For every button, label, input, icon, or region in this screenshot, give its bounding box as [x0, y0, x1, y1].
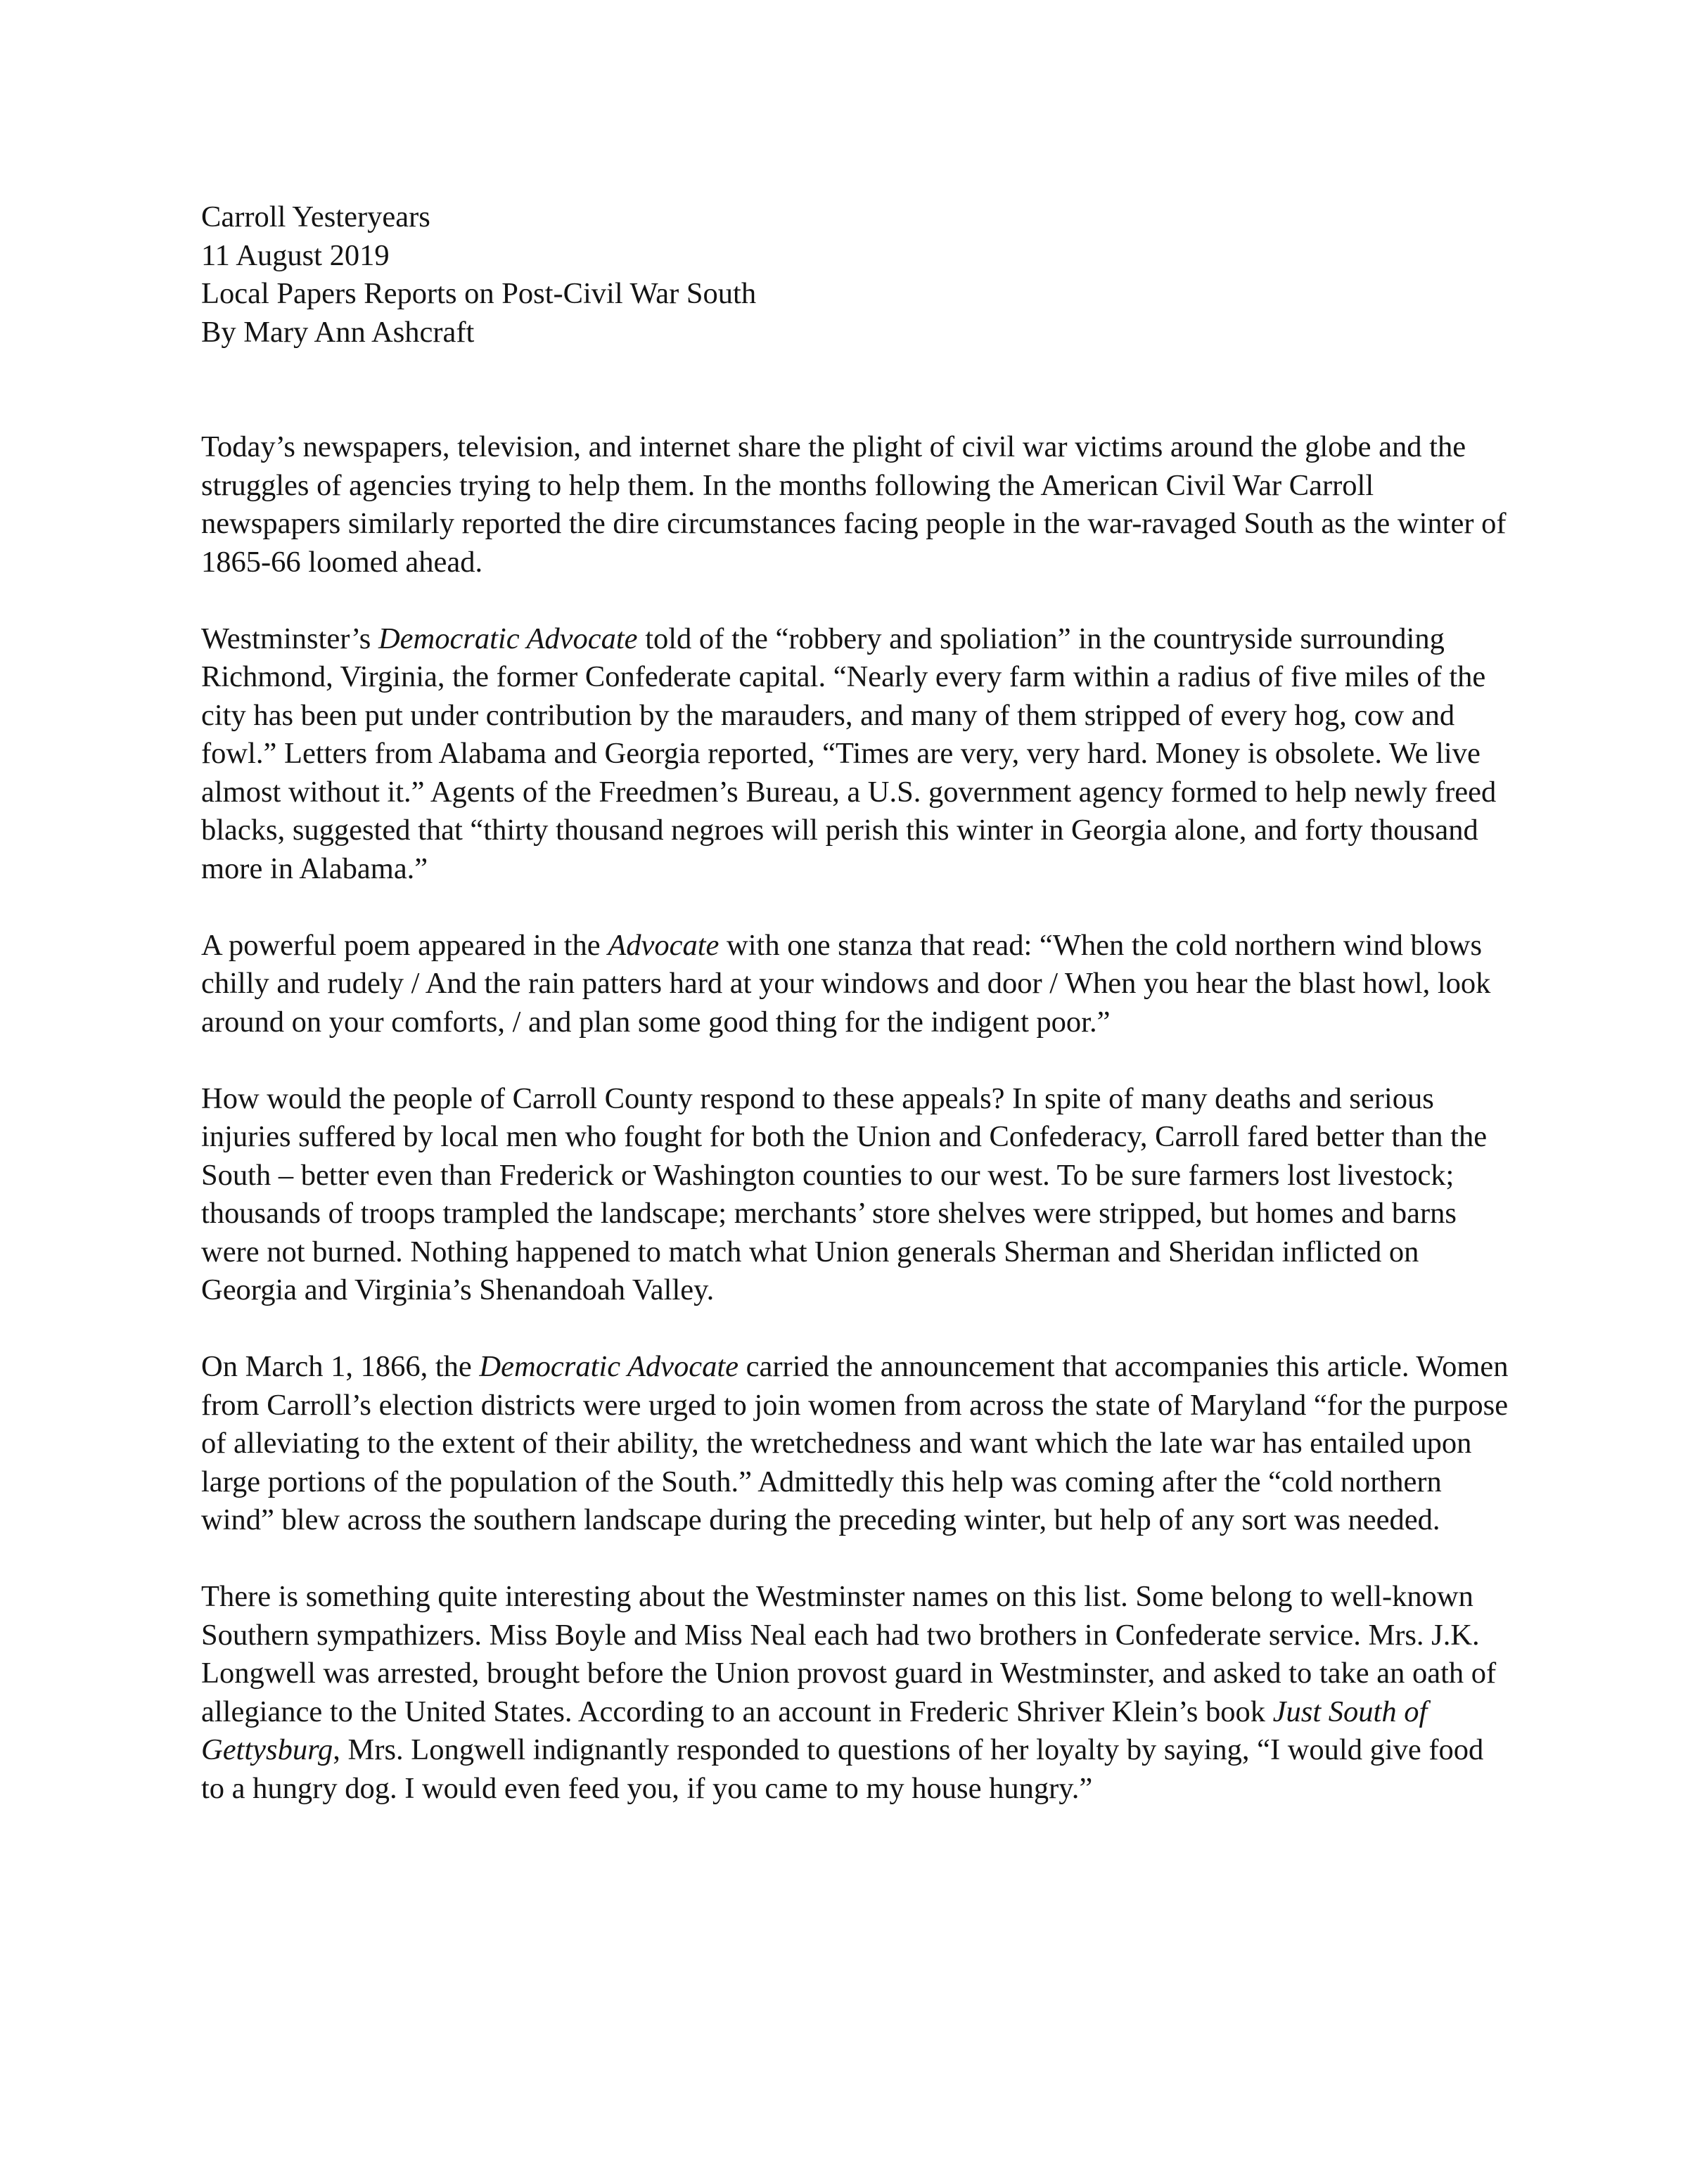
paragraph-text: told of the “robbery and spoliation” in the countryside surrounding Richmond, Virginia, the former Confederate capital. “Nearly every farm within a radius of five miles of the city has been put under contribution by the marauders, and many of them stripped of every hog, cow and fowl.” Letters from Alabama and Georgia reported, “Times are very, very hard. Money is obsolete. We live almost without it.” Agents of the Freedmen’s Bureau, a U.S. government agency formed to help newly freed blacks, suggested that “thirty thousand negroes will perish this winter in Georgia alone, and forty thousand more in Alabama.” [201, 622, 1497, 885]
italic-title-text: Democratic Advocate [378, 622, 638, 655]
italic-title-text: Democratic Advocate [479, 1350, 739, 1383]
paragraph-text: , Mrs. Longwell indignantly responded to questions of her loyalty by saying, “I would give food to a hungry dog. I would even feed you, if you came to my house hungry.” [201, 1733, 1484, 1805]
body-paragraph [201, 1348, 1509, 1540]
paragraph-text: On March 1, 1866, the [201, 1350, 480, 1383]
paragraph-text: with one stanza that read: “When the cold northern wind blows chilly and rudely / And the rain patters hard at your windows and door / When you hear the blast howl, look around on your comforts, / and plan some good thing for the indigent poor.” [201, 928, 1491, 1039]
paragraph-text: How would the people of Carroll County respond to these appeals? In spite of many deaths and serious injuries suffered by local men who fought for both the Union and Confederacy, Carroll fared better than the South – better even than Frederick or Washington counties to our west. To be sure farmers lost livestock; thousands of troops trampled the landscape; merchants’ store shelves were stripped, but homes and barns were not burned. Nothing happened to match what Union generals Sherman and Sheridan inflicted on Georgia and Virginia’s Shenandoah Valley. [201, 1081, 1488, 1306]
paragraph-text: Westminster’s [201, 622, 378, 655]
body-paragraph [201, 1578, 1509, 1808]
body-paragraph [201, 927, 1509, 1042]
article-header [201, 198, 1509, 352]
italic-title-text: Advocate [608, 928, 720, 962]
column-name: Carroll Yesteryears [201, 200, 430, 233]
article-body [201, 428, 1509, 1808]
paragraph-text: carried the announcement that accompanies this article. Women from Carroll’s election districts were urged to join women from across the state of Maryland “for the purpose of alleviating to the extent of their ability, the wretchedness and want which the late war has entailed upon large portions of the population of the South.” Admittedly this help was coming after the “cold northern wind” blew across the southern landscape during the preceding winter, but help of any sort was needed. [201, 1350, 1509, 1536]
body-paragraph [201, 620, 1509, 889]
article-date: 11 August 2019 [201, 238, 390, 272]
document-page [201, 198, 1509, 1846]
article-byline: By Mary Ann Ashcraft [201, 315, 475, 349]
paragraph-text: There is something quite interesting about the Westminster names on this list. Some belong to well-known Southern sympathizers. Miss Boyle and Miss Neal each had two brothers in Confederate service. Mrs. J.K. Longwell was arrested, brought before the Union provost guard in Westminster, and asked to take an oath of allegiance to the United States. According to an account in Frederic Shriver Klein’s book [201, 1580, 1497, 1728]
paragraph-text: Today’s newspapers, television, and internet share the plight of civil war victims around the globe and the struggles of agencies trying to help them. In the months following the American Civil War Carroll newspapers similarly reported the dire circumstances facing people in the war-ravaged South as the winter of 1865-66 loomed ahead. [201, 430, 1507, 579]
article-title: Local Papers Reports on Post-Civil War South [201, 277, 757, 310]
body-paragraph [201, 1080, 1509, 1310]
paragraph-text: A powerful poem appeared in the [201, 928, 608, 962]
italic-title-text: Just South of Gettysburg [201, 1695, 1428, 1766]
body-paragraph [201, 428, 1509, 582]
